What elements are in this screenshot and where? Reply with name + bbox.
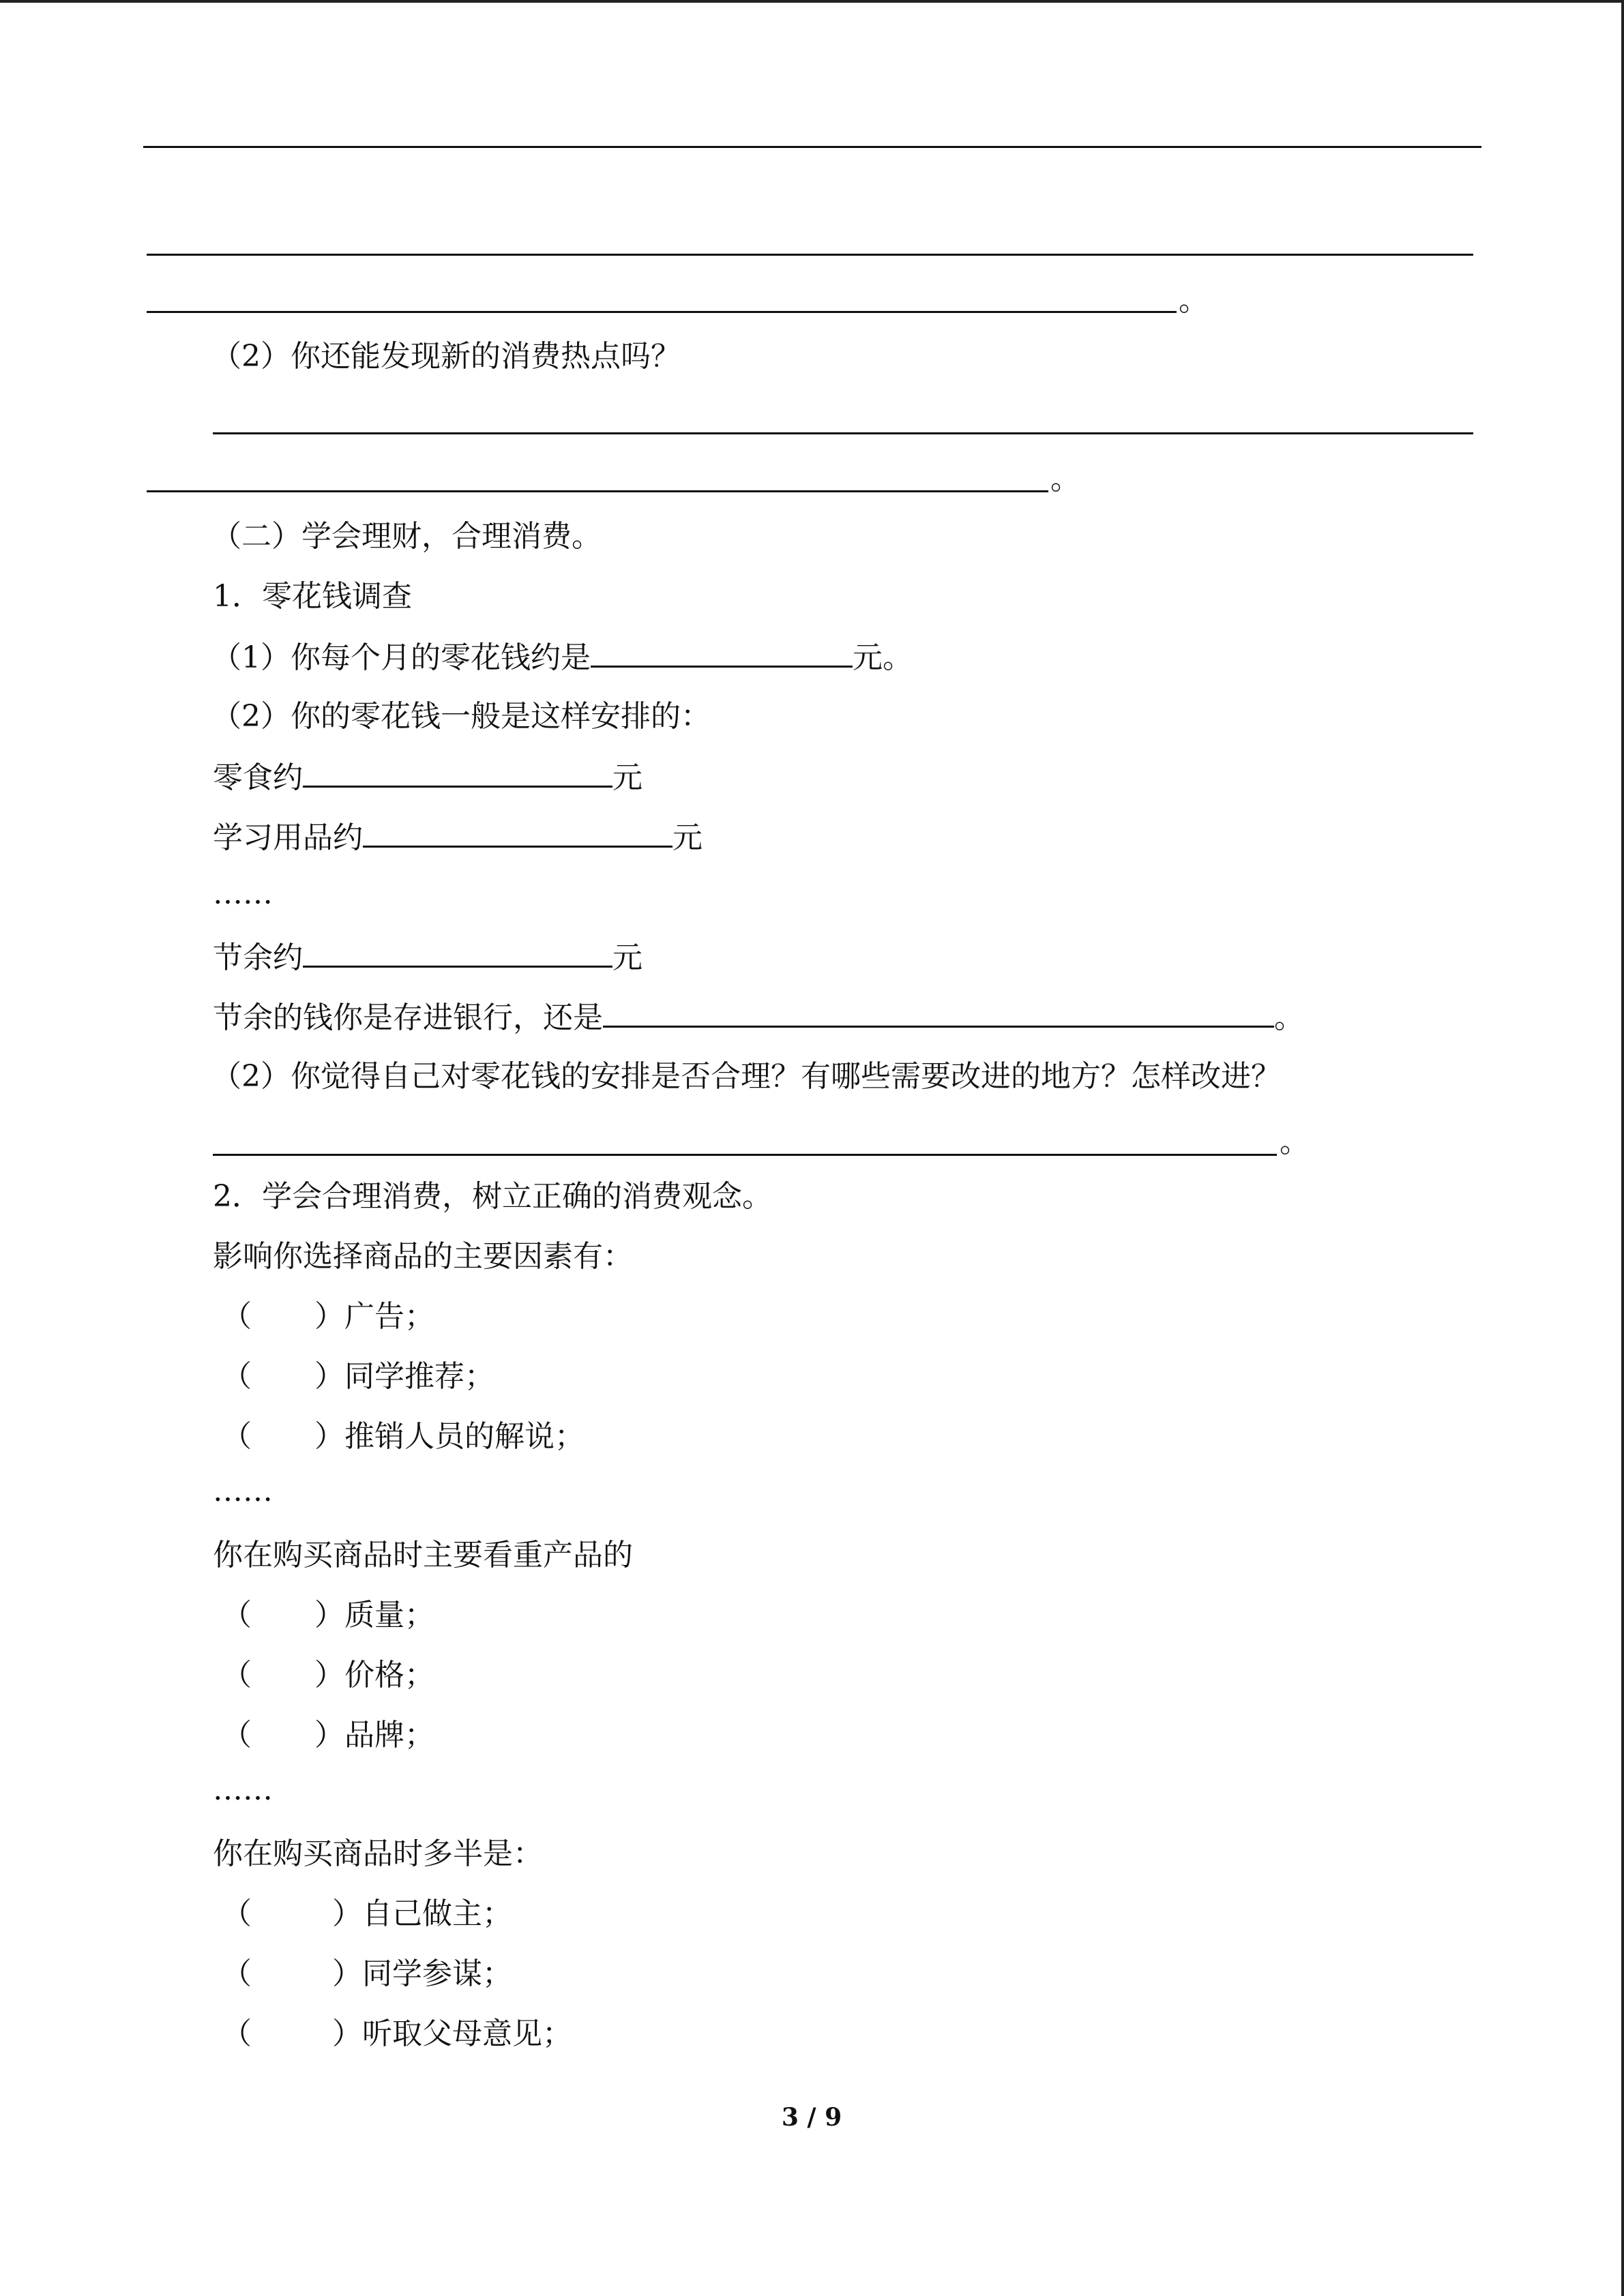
savings-row bbox=[213, 933, 643, 981]
monthly-allowance-prefix: （1）你每个月的零花钱约是 bbox=[211, 640, 591, 675]
focus-price-label: 价格； bbox=[344, 1658, 434, 1693]
factor-salesperson-checkbox[interactable]: （ bbox=[222, 1419, 252, 1454]
ellipsis-1: …… bbox=[213, 876, 273, 911]
factor-salesperson-label: 推销人员的解说； bbox=[344, 1419, 585, 1454]
factor-item-salesperson bbox=[222, 1413, 585, 1461]
focus-item-brand bbox=[222, 1712, 434, 1759]
decision-parents-checkbox[interactable]: （ bbox=[222, 2016, 252, 2051]
focus-quality-paren-close: ） bbox=[314, 1598, 344, 1632]
supplies-blank[interactable] bbox=[363, 813, 673, 848]
decision-item-classmates bbox=[222, 1950, 512, 1998]
snack-row bbox=[213, 753, 643, 801]
supplies-suffix: 元 bbox=[673, 820, 703, 855]
decision-classmates-paren-close: ） bbox=[332, 1956, 362, 1991]
monthly-allowance-question bbox=[211, 633, 913, 681]
answer-line-3-end: 。 bbox=[1179, 283, 1209, 318]
decision-self-paren-close: ） bbox=[332, 1896, 362, 1931]
decision-question: 你在购买商品时多半是： bbox=[213, 1836, 543, 1871]
focus-question: 你在购买商品时主要看重产品的 bbox=[213, 1538, 633, 1572]
bank-suffix: 。 bbox=[1274, 1000, 1304, 1035]
focus-brand-checkbox[interactable]: （ bbox=[222, 1718, 252, 1753]
focus-brand-paren-close: ） bbox=[314, 1718, 344, 1753]
reflection-answer-line[interactable] bbox=[213, 1154, 1277, 1156]
bank-prefix: 节余的钱你是存进银行，还是 bbox=[213, 1000, 603, 1035]
monthly-allowance-suffix: 元。 bbox=[853, 640, 913, 675]
monthly-allowance-blank[interactable] bbox=[591, 633, 853, 668]
ellipsis-2: …… bbox=[213, 1474, 273, 1508]
factor-ads-paren-close: ） bbox=[314, 1299, 344, 1334]
page-frame-top bbox=[0, 0, 1624, 3]
decision-self-label: 自己做主； bbox=[362, 1896, 512, 1931]
decision-classmates-label: 同学参谋； bbox=[362, 1956, 512, 1991]
focus-item-price bbox=[222, 1652, 434, 1699]
answer-line-5-end: 。 bbox=[1050, 462, 1080, 496]
focus-price-paren-close: ） bbox=[314, 1658, 344, 1693]
savings-blank[interactable] bbox=[303, 933, 612, 968]
factors-question: 影响你选择商品的主要因素有： bbox=[213, 1239, 633, 1274]
savings-suffix: 元 bbox=[612, 940, 643, 975]
answer-line-3[interactable] bbox=[147, 311, 1177, 313]
supplies-prefix: 学习用品约 bbox=[213, 820, 363, 855]
bank-row bbox=[213, 993, 1304, 1041]
decision-classmates-checkbox[interactable]: （ bbox=[222, 1956, 252, 1991]
decision-parents-label: 听取父母意见； bbox=[362, 2016, 572, 2051]
focus-quality-label: 质量； bbox=[344, 1598, 434, 1632]
factor-item-classmates bbox=[222, 1353, 494, 1401]
snack-prefix: 零食约 bbox=[213, 760, 303, 795]
answer-line-4[interactable] bbox=[213, 432, 1473, 434]
question-new-hotspots: （2）你还能发现新的消费热点吗？ bbox=[211, 339, 681, 374]
bank-blank[interactable] bbox=[603, 993, 1274, 1028]
allowance-reflection-question: （2）你觉得自己对零花钱的安排是否合理？有哪些需要改进的地方？怎样改进？ bbox=[211, 1059, 1281, 1094]
reflection-answer-end: 。 bbox=[1280, 1124, 1310, 1159]
consumption-title: 2．学会合理消费，树立正确的消费观念。 bbox=[213, 1179, 772, 1214]
focus-price-checkbox[interactable]: （ bbox=[222, 1658, 252, 1693]
focus-item-quality bbox=[222, 1592, 434, 1639]
answer-line-5[interactable] bbox=[147, 490, 1048, 492]
snack-suffix: 元 bbox=[612, 760, 643, 795]
survey-title: 1．零花钱调查 bbox=[213, 579, 412, 614]
factor-ads-checkbox[interactable]: （ bbox=[222, 1299, 252, 1334]
factor-classmates-checkbox[interactable]: （ bbox=[222, 1359, 252, 1394]
answer-line-2[interactable] bbox=[147, 254, 1473, 256]
ellipsis-3: …… bbox=[213, 1772, 273, 1807]
page-number: 3 / 9 bbox=[781, 2103, 842, 2132]
focus-brand-label: 品牌； bbox=[344, 1718, 434, 1753]
savings-prefix: 节余约 bbox=[213, 940, 303, 975]
page-frame-right bbox=[1621, 0, 1624, 2296]
factor-classmates-paren-close: ） bbox=[314, 1359, 344, 1394]
decision-item-self bbox=[222, 1890, 512, 1938]
factor-classmates-label: 同学推荐； bbox=[344, 1359, 494, 1394]
supplies-row bbox=[213, 813, 703, 861]
factor-ads-label: 广告； bbox=[344, 1299, 434, 1334]
factor-salesperson-paren-close: ） bbox=[314, 1419, 344, 1454]
decision-self-checkbox[interactable]: （ bbox=[222, 1896, 252, 1931]
snack-blank[interactable] bbox=[303, 753, 612, 788]
answer-line-1[interactable] bbox=[143, 146, 1481, 148]
focus-quality-checkbox[interactable]: （ bbox=[222, 1598, 252, 1632]
decision-parents-paren-close: ） bbox=[332, 2016, 362, 2051]
factor-item-ads bbox=[222, 1293, 434, 1341]
decision-item-parents bbox=[222, 2010, 572, 2058]
allowance-plan-question: （2）你的零花钱一般是这样安排的： bbox=[211, 699, 711, 734]
section-heading: （二）学会理财，合理消费。 bbox=[211, 519, 602, 554]
